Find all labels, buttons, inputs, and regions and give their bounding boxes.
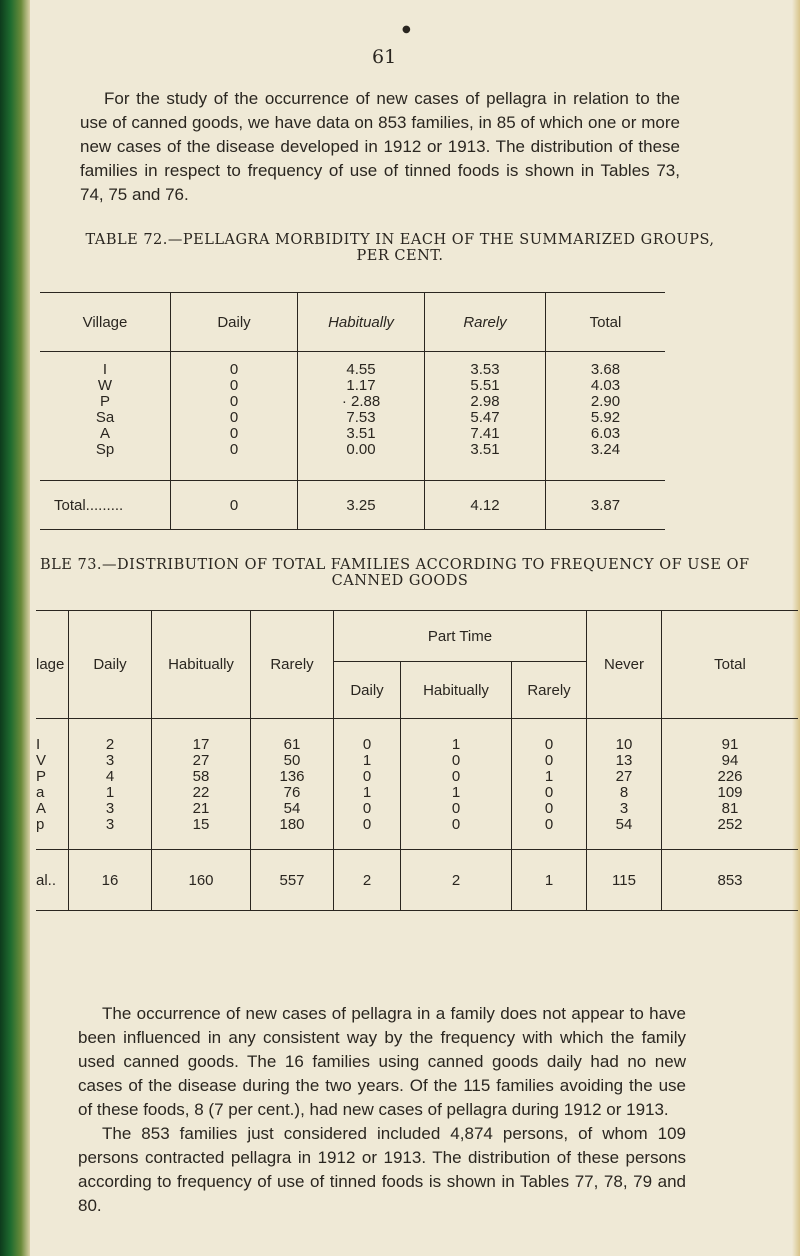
table72-cell: 7.53 bbox=[346, 409, 376, 426]
table73-cell: 1 bbox=[451, 784, 461, 801]
table72-village-column bbox=[40, 352, 171, 481]
table72-cell: 4.03 bbox=[590, 377, 621, 394]
table73-cell: 180 bbox=[279, 816, 305, 833]
table73-cell: 136 bbox=[279, 768, 305, 785]
table73-total-never: 115 bbox=[587, 850, 662, 911]
table73-header-total: Total bbox=[662, 611, 799, 719]
table73-pt-habitually-column bbox=[401, 719, 512, 850]
table72-total-total: 3.87 bbox=[546, 481, 666, 530]
table73-cell: 54 bbox=[283, 800, 301, 817]
table72-cell: 1.17 bbox=[346, 377, 376, 394]
table73-header-pt-habitually: Habitually bbox=[401, 662, 512, 719]
table72-total-row bbox=[40, 481, 665, 530]
table73-total-column bbox=[662, 719, 799, 850]
table73-cell: 0 bbox=[544, 736, 554, 753]
table73-header-habitually: Habitually bbox=[152, 611, 251, 719]
table73-daily-column bbox=[69, 719, 152, 850]
table73-cell: 1 bbox=[105, 784, 115, 801]
table73-village: a bbox=[36, 784, 45, 801]
paragraph-2: The occurrence of new cases of pellagra in a family does not appear to have been influenced in any consistent way by the frequency with which the family used canned goods. The 16 families using canned goods daily had no new cases of the disease during the two years. Of the 115 families avoiding the use of these foods, 8 (7 per cent.), had new cases of pellagra during 1912 or 1913. bbox=[78, 1004, 686, 1119]
table73-cell: 0 bbox=[362, 816, 372, 833]
table73-cell: 27 bbox=[615, 768, 633, 785]
table73-cell: 252 bbox=[717, 816, 743, 833]
table73-total-pt-daily: 2 bbox=[334, 850, 401, 911]
table73-cell: 13 bbox=[615, 752, 633, 769]
table73-cell: 3 bbox=[619, 800, 629, 817]
table72-cell: 5.47 bbox=[470, 409, 500, 426]
table73-header-part-time: Part Time bbox=[334, 611, 587, 662]
table72-total-daily: 0 bbox=[171, 481, 298, 530]
table73-header-pt-daily: Daily bbox=[334, 662, 401, 719]
table73-total-pt-habitually: 2 bbox=[401, 850, 512, 911]
table73-cell: 0 bbox=[451, 752, 461, 769]
table73-village: V bbox=[36, 752, 47, 769]
table73-cell: 54 bbox=[615, 816, 633, 833]
table73-pt-daily-column bbox=[334, 719, 401, 850]
table73-header-village: lage bbox=[36, 611, 69, 719]
table72-village: I bbox=[102, 361, 108, 378]
table72-cell: 0 bbox=[229, 377, 239, 394]
table73-village: p bbox=[36, 816, 45, 833]
table72-cell: 0 bbox=[229, 361, 239, 378]
table72-village: A bbox=[99, 425, 110, 442]
table73-cell: 0 bbox=[451, 816, 461, 833]
table73-cell: 91 bbox=[721, 736, 739, 753]
table73-cell: 94 bbox=[721, 752, 739, 769]
table73-cell: 10 bbox=[615, 736, 633, 753]
table72-cell: 0 bbox=[229, 409, 239, 426]
table72-cell: 7.41 bbox=[470, 425, 500, 442]
table73-cell: 17 bbox=[192, 736, 210, 753]
table73-cell: 0 bbox=[362, 800, 372, 817]
table73-cell: 1 bbox=[544, 768, 554, 785]
table73-header-never: Never bbox=[587, 611, 662, 719]
table73-cell: 4 bbox=[105, 768, 115, 785]
table72-village: Sp bbox=[95, 441, 115, 458]
table72-caption-line2: PER CENT. bbox=[356, 248, 444, 264]
table72-header-total: Total bbox=[546, 293, 666, 352]
table73-caption-line2: CANNED GOODS bbox=[331, 573, 469, 589]
table72-cell: 0 bbox=[229, 425, 239, 442]
table72-caption bbox=[0, 232, 800, 264]
table72-header-daily: Daily bbox=[171, 293, 298, 352]
table72-cell: 3.51 bbox=[346, 425, 376, 442]
table73-village-column bbox=[36, 719, 69, 850]
table73-cell: 2 bbox=[105, 736, 115, 753]
table73-cell: 61 bbox=[283, 736, 301, 753]
table73-total-total: 853 bbox=[662, 850, 799, 911]
table73-cell: 0 bbox=[544, 816, 554, 833]
table72 bbox=[40, 292, 665, 530]
table73-total-rarely: 557 bbox=[251, 850, 334, 911]
table72-cell: 5.92 bbox=[590, 409, 621, 426]
table72-cell: 3.53 bbox=[470, 361, 500, 378]
table73-village: A bbox=[36, 800, 47, 817]
table72-cell: 2.90 bbox=[590, 393, 621, 410]
table73-total-label: al.. bbox=[36, 850, 69, 911]
table73-cell: 76 bbox=[283, 784, 301, 801]
table73-total-pt-rarely: 1 bbox=[512, 850, 587, 911]
table72-cell: 2.98 bbox=[470, 393, 500, 410]
table73-cell: 1 bbox=[362, 784, 372, 801]
table72-cell: 3.24 bbox=[590, 441, 621, 458]
table73-cell: 0 bbox=[544, 800, 554, 817]
page-mark: ● bbox=[402, 24, 411, 35]
table73-cell: 0 bbox=[362, 768, 372, 785]
table72-cell: 4.55 bbox=[346, 361, 376, 378]
table73-village: P bbox=[36, 768, 47, 785]
table73-cell: 21 bbox=[192, 800, 210, 817]
table73-cell: 8 bbox=[619, 784, 629, 801]
table73-cell: 22 bbox=[192, 784, 210, 801]
table73-cell: 3 bbox=[105, 816, 115, 833]
table72-daily-column bbox=[171, 352, 298, 481]
table73-header-daily: Daily bbox=[69, 611, 152, 719]
table73-cell: 58 bbox=[192, 768, 210, 785]
table72-cell: · 2.88 bbox=[341, 393, 381, 410]
table73-total-daily: 16 bbox=[69, 850, 152, 911]
table72-cell: 3.68 bbox=[590, 361, 621, 378]
table73-cell: 109 bbox=[717, 784, 743, 801]
table73-cell: 0 bbox=[451, 800, 461, 817]
table73-caption-line1: BLE 73.—DISTRIBUTION OF TOTAL FAMILIES ACCORDING TO FREQUENCY OF USE OF bbox=[40, 557, 750, 573]
table73-habitually-column bbox=[152, 719, 251, 850]
table73-cell: 27 bbox=[192, 752, 210, 769]
table72-cell: 0 bbox=[229, 441, 239, 458]
table73-cell: 3 bbox=[105, 800, 115, 817]
table73-header-pt-rarely: Rarely bbox=[512, 662, 587, 719]
table72-cell: 0.00 bbox=[346, 441, 376, 458]
book-binding-edge bbox=[0, 0, 30, 1256]
table73-pt-rarely-column bbox=[512, 719, 587, 850]
table72-total-column bbox=[546, 352, 666, 481]
table73-cell: 1 bbox=[451, 736, 461, 753]
table72-total-habitually: 3.25 bbox=[298, 481, 425, 530]
table72-header-habitually: Habitually bbox=[298, 293, 425, 352]
table73-cell: 0 bbox=[544, 784, 554, 801]
table73-cell: 81 bbox=[721, 800, 739, 817]
table72-cell: 5.51 bbox=[470, 377, 500, 394]
closing-text bbox=[78, 1002, 686, 1218]
table73-cell: 1 bbox=[362, 752, 372, 769]
table72-cell: 6.03 bbox=[590, 425, 621, 442]
table73-never-column bbox=[587, 719, 662, 850]
table73-cell: 50 bbox=[283, 752, 301, 769]
table73-cell: 0 bbox=[544, 752, 554, 769]
table72-village: P bbox=[99, 393, 110, 410]
table72-header-rarely: Rarely bbox=[425, 293, 546, 352]
table72-cell: 0 bbox=[229, 393, 239, 410]
table73-cell: 15 bbox=[192, 816, 210, 833]
table73-cell: 0 bbox=[362, 736, 372, 753]
table73-village: I bbox=[36, 736, 41, 753]
table73-header-rarely: Rarely bbox=[251, 611, 334, 719]
table72-rarely-column bbox=[425, 352, 546, 481]
table72-header-village: Village bbox=[40, 293, 171, 352]
table73 bbox=[36, 610, 798, 911]
table72-cell: 3.51 bbox=[470, 441, 500, 458]
table72-habitually-column bbox=[298, 352, 425, 481]
table73-total-habitually: 160 bbox=[152, 850, 251, 911]
table73-rarely-column bbox=[251, 719, 334, 850]
table72-total-label: Total......... bbox=[40, 481, 171, 530]
table72-total-rarely: 4.12 bbox=[425, 481, 546, 530]
table72-caption-line1: TABLE 72.—PELLAGRA MORBIDITY IN EACH OF THE SUMMARIZED GROUPS, bbox=[85, 232, 715, 248]
table72-village: W bbox=[97, 377, 113, 394]
table73-cell: 0 bbox=[451, 768, 461, 785]
intro-paragraph: For the study of the occurrence of new cases of pellagra in relation to the use of canned goods, we have data on 853 families, in 85 of which one or more new cases of the disease developed in 1912 or 1913. The distribution of these families in respect to frequency of use of tinned foods is shown in Tables 73, 74, 75 and 76. bbox=[80, 89, 680, 204]
table73-cell: 3 bbox=[105, 752, 115, 769]
table73-cell: 226 bbox=[717, 768, 743, 785]
table73-total-row bbox=[36, 850, 798, 911]
table72-village: Sa bbox=[95, 409, 115, 426]
paragraph-3: The 853 families just considered included 4,874 persons, of whom 109 persons contracted pellagra in 1912 or 1913. The distribution of these persons according to frequency of use of tinned foods is shown in Tables 77, 78, 79 and 80. bbox=[78, 1124, 686, 1215]
table73-caption bbox=[0, 557, 800, 589]
page-number: 61 bbox=[372, 46, 397, 68]
